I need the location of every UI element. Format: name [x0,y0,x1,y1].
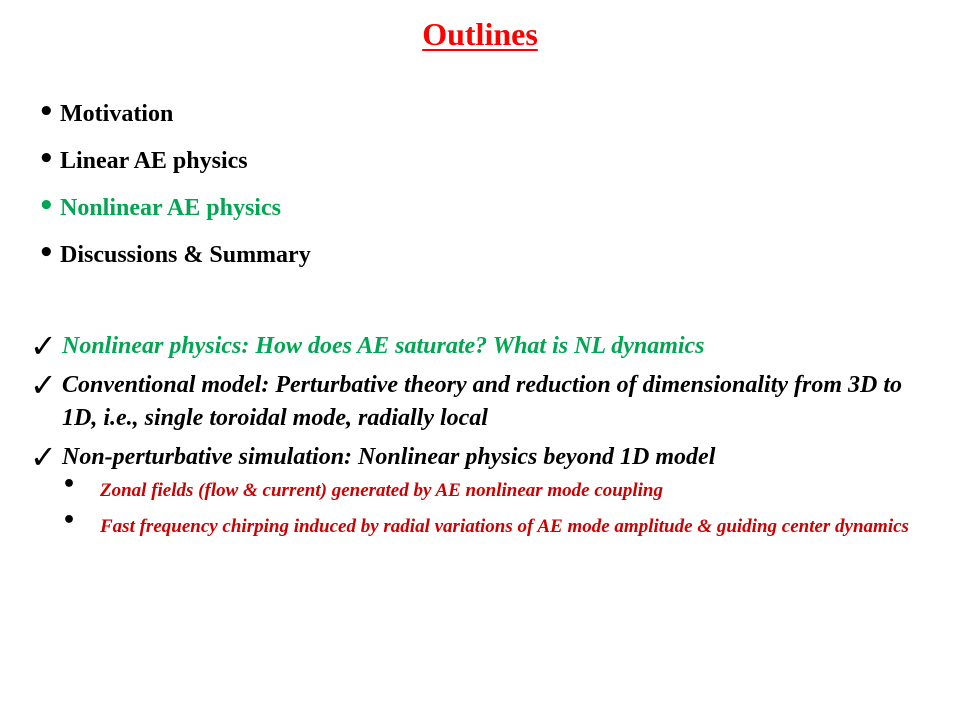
checkmark-icon: ✓ [30,366,57,404]
checkmark-icon: ✓ [30,438,57,476]
outline-item-label: Discussions & Summary [60,242,311,268]
sub-item-text: Zonal fields (flow & current) generated by AE nonlinear mode coupling [100,480,663,501]
bullet-icon: • [38,191,55,221]
bullet-icon: • [38,97,55,127]
outline-item-linear-ae-physics [38,142,311,189]
check-item-text: Non-perturbative simulation: Nonlinear physics beyond 1D model [62,444,716,470]
outline-item-discussions-summary [38,236,311,283]
slide-title: Outlines [422,16,538,52]
outline-list [38,95,311,283]
outline-item-motivation [38,95,311,142]
outline-item-label: Linear AE physics [60,148,248,174]
check-item-text: Nonlinear physics: How does AE saturate? What is NL dynamics [62,333,705,359]
sub-list [62,472,935,540]
bullet-icon: • [38,238,55,268]
check-item-non-perturbative-simulation [30,438,935,540]
bullet-icon: • [62,508,77,533]
bullet-icon: • [62,472,77,497]
bullet-icon: • [38,144,55,174]
check-item-conventional-model [30,366,935,435]
checkmark-icon: ✓ [30,327,57,365]
sub-item-text: Fast frequency chirping induced by radial variations of AE mode amplitude & guiding center dynamics [100,516,909,537]
outline-item-nonlinear-ae-physics [38,189,311,236]
outline-item-label: Nonlinear AE physics [60,195,281,221]
sub-item-frequency-chirping [62,508,935,540]
check-item-text: Conventional model: Perturbative theory and reduction of dimensionality from 3D to 1D, i.e., single toroidal mode, radially local [62,372,903,431]
outline-item-label: Motivation [60,101,174,127]
checklist [30,327,935,550]
sub-item-zonal-fields [62,472,935,504]
check-item-nonlinear-physics [30,327,935,365]
